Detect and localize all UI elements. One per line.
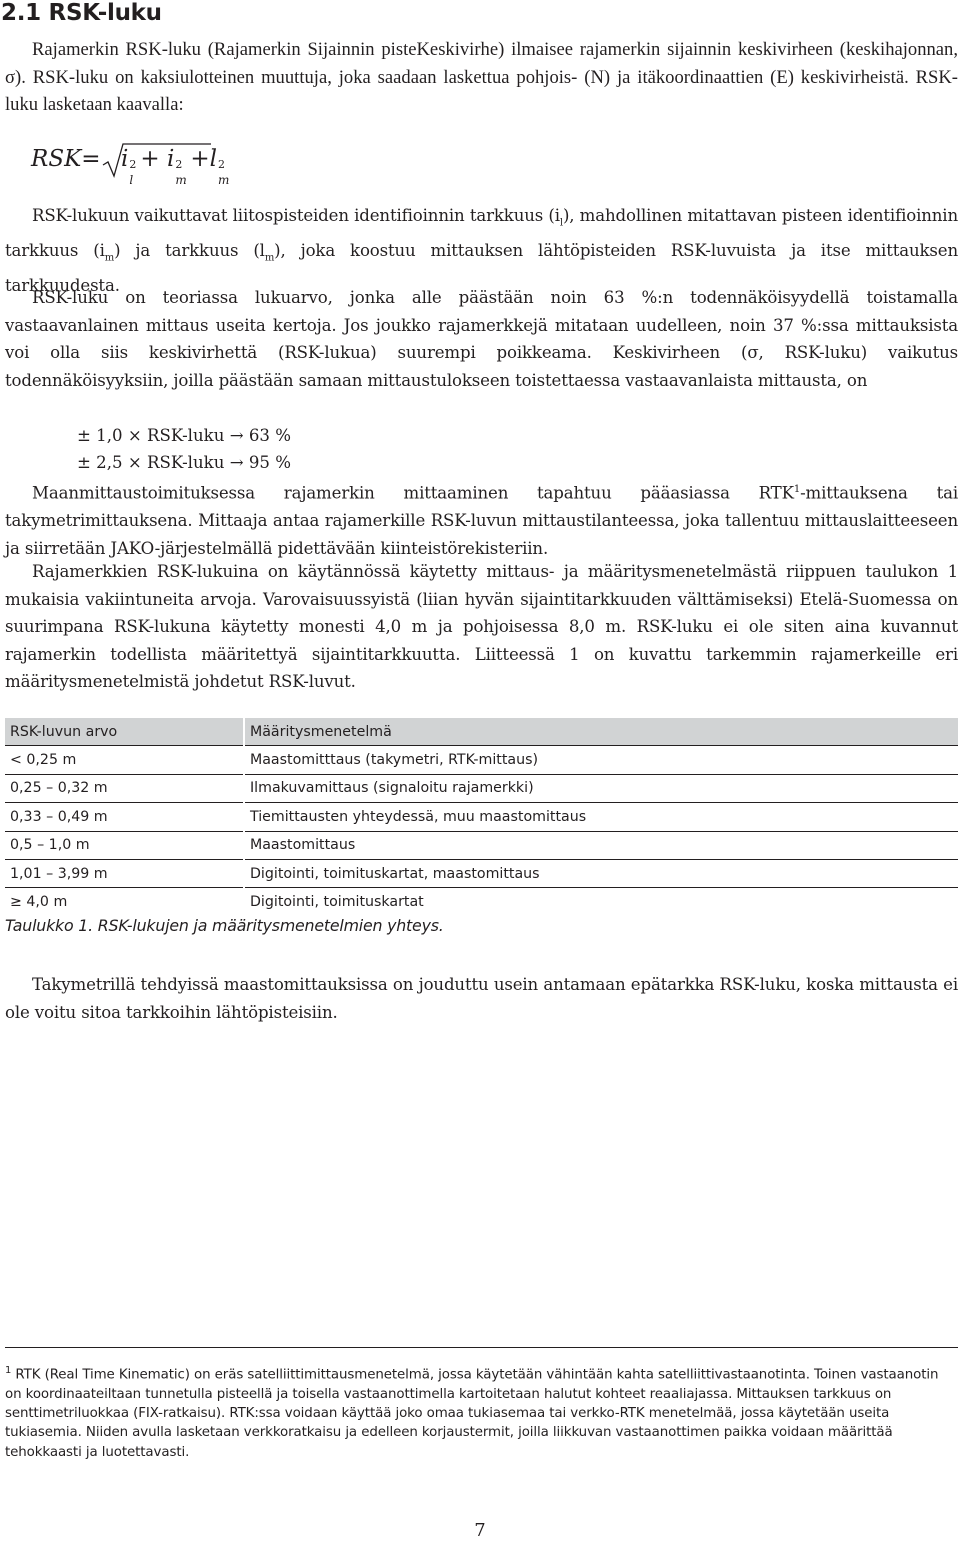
- intro-text: Rajamerkin RSK-luku (Rajamerkin Sijainnin pisteKeskivirhe) ilmaisee rajamerkin sijainnin keskivirheen (keskihajonnan, σ). RSK-luku on kaksiulotteinen muuttuja, joka saadaan laskettua pohjois- (N) ja itäkoordinaattien (E) keskivirheistä. RSK-luku lasketaan kaavalla:: [5, 39, 958, 116]
- cell-rsk-value: 0,33 – 0,49 m: [5, 803, 244, 831]
- header-rsk-value: RSK-luvun arvo: [5, 718, 244, 746]
- page-number: 7: [474, 1520, 486, 1541]
- cell-method: Maastomittaus: [244, 831, 958, 859]
- table-caption: Taulukko 1. RSK-lukujen ja määritysmenetelmien yhteys.: [5, 916, 444, 935]
- footnote-ref[interactable]: 1: [793, 484, 801, 495]
- closing-paragraph: Takymetrillä tehdyissä maastomittauksissa on jouduttu usein antamaan epätarkka RSK-luku, koska mittausta ei ole voitu sitoa tarkkoihin lähtöpisteisiin.: [5, 975, 958, 1022]
- table-row: [5, 888, 958, 916]
- term-im: i 2 m: [166, 146, 187, 187]
- values-paragraph: Rajamerkkien RSK-lukuina on käytännössä käytetty mittaus- ja määritysmenetelmästä riippuen taulukon 1 mukaisia vakiintuneita arvoja. Varovaisuussyistä (liian hyvän sijaintitarkkuuden välttämiseksi) Etelä-Suomessa on suurimpana RSK-lukuna käytetty monesti 4,0 m ja pohjoisessa 8,0 m. RSK-luku ei ole siten aina kuvannut rajamerkin todellista määritettyä sijaintitarkkuutta. Liitteessä 1 on kuvattu tarkemmin rajamerkeille eri määritysmenetelmistä johdetut RSK-luvut.: [5, 562, 958, 692]
- theory-paragraph: RSK-luku on teoriassa lukuarvo, jonka alle päästään noin 63 %:n todennäköisyydellä toistamalla vastaavanlainen mittaus useita kertoja. Jos joukko rajamerkkejä mitataan uudelleen, noin 37 %:ssa mittauksista voi olla siis keskivirhettä (RSK-lukua) suurempi poikkeama. Keskivirheen (σ, RSK-luku) vaikutus todennäköisyyksiin, joilla päästään samaan mittaustulokseen toistettaessa vastaavanlaista mittausta, on: [5, 288, 958, 390]
- cell-method: Ilmakuvamittaus (signaloitu rajamerkki): [244, 774, 958, 802]
- section-heading: 2.1 RSK-luku: [1, 0, 162, 26]
- term-il: i 2 l: [121, 146, 137, 187]
- term-lm: l 2 m: [209, 146, 230, 187]
- footnote-marker: 1: [5, 1365, 12, 1376]
- intro-paragraph: [5, 36, 958, 119]
- cell-rsk-value: ≥ 4,0 m: [5, 888, 244, 916]
- probability-line-1: ± 1,0 × RSK-luku → 63 %: [77, 426, 292, 445]
- table-header-row: [5, 718, 958, 746]
- footnote: [5, 1361, 955, 1462]
- table-row: [5, 859, 958, 887]
- probability-line-2: ± 2,5 × RSK-luku → 95 %: [77, 453, 292, 472]
- cell-rsk-value: 1,01 – 3,99 m: [5, 859, 244, 887]
- formula-radicand: [121, 146, 230, 187]
- rsk-table: [5, 718, 958, 916]
- factors-paragraph: RSK-lukuun vaikuttavat liitospisteiden identifioinnin tarkkuus $(i_l)$, mahdollinen mitattavan pisteen identifioinnin tarkkuus $(i_m)$ ja tarkkuus $(l_m)$, joka koostuu mittauksen lähtöpisteiden RSK-luvuista ja itse mittauksen tarkkuudesta.: [5, 206, 958, 295]
- table-row: [5, 803, 958, 831]
- cell-method: Digitointi, toimituskartat: [244, 888, 958, 916]
- plus-sign: +: [140, 146, 160, 172]
- measurement-paragraph: Maanmittaustoimituksessa rajamerkin mittaaminen tapahtuu pääasiassa RTK$^1$-mittauksena tai takymetrimittauksena. Mittaaja antaa rajamerkille RSK-luvun mittaustilanteessa, joka tallentuu mittauslaitteeseen ja siirretään JAKO-järjestelmällä pidettävään kiinteistörekisteriin.: [5, 483, 958, 558]
- footnote-text: RTK (Real Time Kinematic) on eräs satelliittimittausmenetelmä, jossa käytetään vähintään kahta satelliittivastaanotinta. Toinen vastaanotin on koordinaateiltaan tunnetulla pisteellä ja toisella vastaanottimella kartoitetaan halutut kohteet reaaliajassa. Mittauksen tarkkuus on senttimetriluokkaa (FIX-ratkaisu). RTK:ssa voidaan käyttää joko omaa tukiasemaa tai verkko-RTK menetelmää, jossa käytetään useita tukiasemia. Niiden avulla lasketaan verkkoratkaisu ja edelleen korjaustermit, joilla liikkuvan vastaanottimen paikka voidaan määrittää tehokkaasti ja luotettavasti.: [5, 1367, 939, 1460]
- table-row: [5, 746, 958, 774]
- table-row: [5, 831, 958, 859]
- cell-method: Tiemittausten yhteydessä, muu maastomittaus: [244, 803, 958, 831]
- formula-lhs: RSK=: [31, 146, 101, 172]
- header-method: Määritysmenetelmä: [244, 718, 958, 746]
- cell-rsk-value: 0,5 – 1,0 m: [5, 831, 244, 859]
- cell-rsk-value: < 0,25 m: [5, 746, 244, 774]
- plus-sign: +: [190, 146, 210, 172]
- footnote-divider: [5, 1347, 958, 1348]
- table-row: [5, 774, 958, 802]
- cell-rsk-value: 0,25 – 0,32 m: [5, 774, 244, 802]
- cell-method: Maastomitttaus (takymetri, RTK-mittaus): [244, 746, 958, 774]
- cell-method: Digitointi, toimituskartat, maastomittaus: [244, 859, 958, 887]
